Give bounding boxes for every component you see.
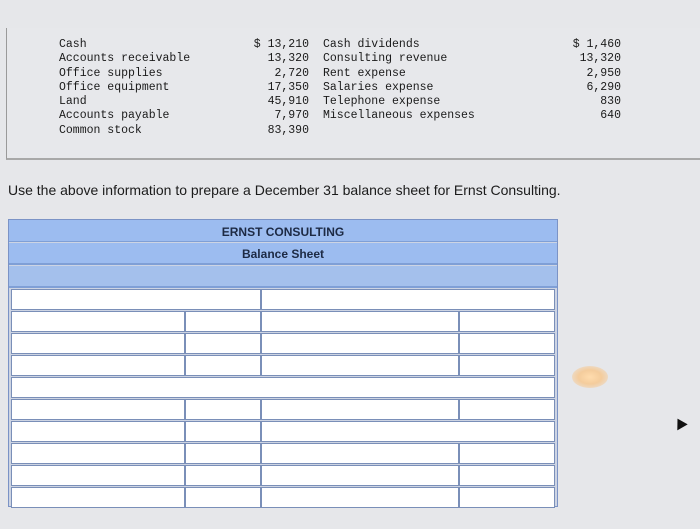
right-account-list <box>323 38 621 124</box>
account-row <box>59 95 309 109</box>
account-amount: 2,720 <box>274 66 309 80</box>
balance-sheet-input-cell[interactable] <box>11 311 185 332</box>
account-name: Salaries expense <box>323 80 434 94</box>
account-name: Miscellaneous expenses <box>323 109 475 123</box>
sheet-title-header: Balance Sheet <box>9 243 557 265</box>
balance-sheet-input-cell[interactable] <box>261 333 459 354</box>
company-name-header: ERNST CONSULTING <box>9 220 557 242</box>
account-row <box>59 38 309 52</box>
instruction-text: Use the above information to prepare a December 31 balance sheet for Ernst Consulting. <box>8 182 561 198</box>
balance-sheet-input-cell[interactable] <box>11 443 185 464</box>
account-row <box>323 67 621 81</box>
account-amount: 6,290 <box>586 80 621 94</box>
balance-sheet-input-cell[interactable] <box>459 443 555 464</box>
balance-sheet-input-cell[interactable] <box>261 443 459 464</box>
balance-sheet-input-cell[interactable] <box>459 399 555 420</box>
account-row <box>59 124 309 138</box>
balance-sheet-input-cell[interactable] <box>459 487 555 508</box>
balance-sheet-input-cell[interactable] <box>11 465 185 486</box>
sheet-date-header <box>9 266 557 288</box>
account-amount: 13,320 <box>579 52 621 66</box>
balance-sheet-input-cell[interactable] <box>11 355 185 376</box>
balance-sheet-input-cell[interactable] <box>185 333 261 354</box>
balance-sheet-input-cell[interactable] <box>11 377 555 398</box>
account-row <box>59 81 309 95</box>
balance-sheet-input-cell[interactable] <box>261 421 555 442</box>
balance-sheet-input-cell[interactable] <box>459 333 555 354</box>
balance-sheet-input-cell[interactable] <box>185 465 261 486</box>
account-row <box>323 52 621 66</box>
account-amount: $ 1,460 <box>572 38 621 51</box>
account-amount: 7,970 <box>274 109 309 123</box>
account-amount: 830 <box>600 95 621 109</box>
left-account-list <box>59 38 309 138</box>
account-row <box>59 67 309 81</box>
balance-sheet-input-cell[interactable] <box>261 311 459 332</box>
balance-sheet-input-cell[interactable] <box>459 355 555 376</box>
account-row <box>323 38 621 52</box>
balance-sheet-input-cell[interactable] <box>261 487 459 508</box>
account-row <box>323 81 621 95</box>
account-name: Land <box>59 95 87 109</box>
balance-sheet-input-cell[interactable] <box>11 333 185 354</box>
balance-sheet-input-cell[interactable] <box>185 421 261 442</box>
account-name: Accounts payable <box>59 109 170 123</box>
balance-sheet-input-cell[interactable] <box>185 487 261 508</box>
account-row <box>59 52 309 66</box>
account-amount: 83,390 <box>267 123 309 137</box>
account-row <box>59 109 309 123</box>
balance-sheet-input-cell[interactable] <box>261 399 459 420</box>
account-amount: $ 13,210 <box>253 38 309 51</box>
balance-sheet-input-cell[interactable] <box>185 355 261 376</box>
balance-sheet-input-cell[interactable] <box>185 311 261 332</box>
account-name: Office equipment <box>59 80 170 94</box>
balance-sheet-input-cell[interactable] <box>11 487 185 508</box>
account-name: Telephone expense <box>323 95 441 109</box>
light-glare <box>572 366 608 388</box>
account-name: Cash <box>59 38 87 51</box>
account-name: Consulting revenue <box>323 52 448 66</box>
balance-sheet-input-cell[interactable] <box>261 355 459 376</box>
account-name: Rent expense <box>323 66 406 80</box>
account-name: Accounts receivable <box>59 52 191 66</box>
balance-sheet-input-cell[interactable] <box>261 465 459 486</box>
account-amount: 13,320 <box>267 52 309 66</box>
balance-sheet-form <box>8 219 558 507</box>
account-amount: 640 <box>600 109 621 123</box>
balance-sheet-input-cell[interactable] <box>459 311 555 332</box>
account-amount: 17,350 <box>267 80 309 94</box>
account-row <box>323 109 621 123</box>
balance-sheet-input-cell[interactable] <box>11 421 185 442</box>
account-amount: 45,910 <box>267 95 309 109</box>
balance-sheet-input-cell[interactable] <box>459 465 555 486</box>
account-name: Common stock <box>59 123 142 137</box>
balance-sheet-input-cell[interactable] <box>185 399 261 420</box>
account-name: Office supplies <box>59 66 163 80</box>
balance-sheet-input-cell[interactable] <box>261 289 555 310</box>
account-name: Cash dividends <box>323 38 420 51</box>
mouse-cursor-icon <box>672 416 687 431</box>
balance-sheet-input-cell[interactable] <box>11 289 261 310</box>
account-list-panel <box>6 28 700 160</box>
account-row <box>323 95 621 109</box>
balance-sheet-input-cell[interactable] <box>185 443 261 464</box>
balance-sheet-input-cell[interactable] <box>11 399 185 420</box>
account-amount: 2,950 <box>586 66 621 80</box>
